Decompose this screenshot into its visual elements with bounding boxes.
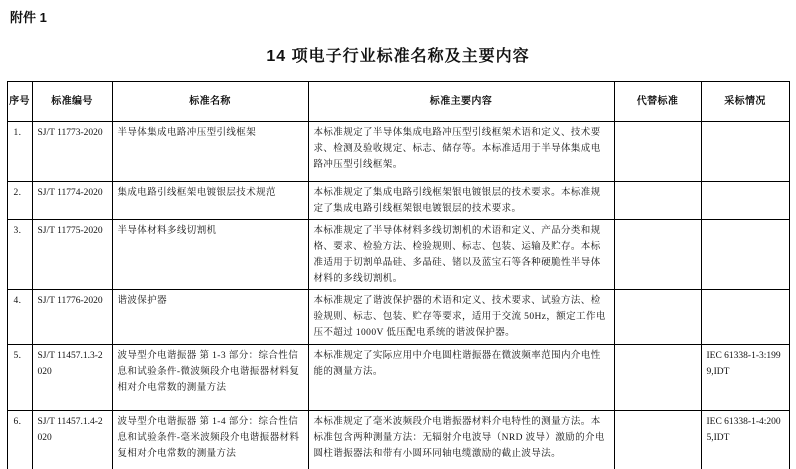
code-cell: SJ/T 11457.1.3-2020 bbox=[32, 345, 112, 411]
code-cell: SJ/T 11776-2020 bbox=[32, 290, 112, 345]
code-cell: SJ/T 11775-2020 bbox=[32, 220, 112, 290]
col-header-content: 标准主要内容 bbox=[308, 82, 614, 122]
replaced-cell bbox=[614, 122, 701, 182]
col-header-name: 标准名称 bbox=[112, 82, 308, 122]
col-header-seq: 序号 bbox=[7, 82, 32, 122]
content-cell: 本标准规定了半导体材料多线切割机的术语和定义、产品分类和规格、要求、检验方法、检验规则、标志、包装、运输及贮存。本标准适用于切割单晶硅、多晶硅、锗以及蓝宝石等各种硬脆性半导体材料的多线切割机。 bbox=[308, 220, 614, 290]
replaced-cell bbox=[614, 411, 701, 469]
table-row bbox=[7, 290, 789, 345]
seq-cell: 6. bbox=[7, 411, 32, 469]
content-cell: 本标准规定了集成电路引线框架银电镀银层的技术要求。本标准规定了集成电路引线框架银电镀银层的技术要求。 bbox=[308, 182, 614, 220]
replaced-cell bbox=[614, 290, 701, 345]
table-row bbox=[7, 411, 789, 469]
seq-cell: 2. bbox=[7, 182, 32, 220]
code-cell: SJ/T 11457.1.4-2020 bbox=[32, 411, 112, 469]
table-row bbox=[7, 182, 789, 220]
table-header-row bbox=[7, 82, 789, 122]
table-row bbox=[7, 122, 789, 182]
content-cell: 本标准规定了实际应用中介电圆柱谐振器在微波频率范围内介电性能的测量方法。 bbox=[308, 345, 614, 411]
replaced-cell bbox=[614, 182, 701, 220]
seq-cell: 4. bbox=[7, 290, 32, 345]
content-cell: 本标准规定了半导体集成电路冲压型引线框架术语和定义、技术要求、检测及验收规定、标志、储存等。本标准适用于半导体集成电路冲压型引线框架。 bbox=[308, 122, 614, 182]
col-header-adoption: 采标情况 bbox=[701, 82, 789, 122]
table-row bbox=[7, 220, 789, 290]
code-cell: SJ/T 11774-2020 bbox=[32, 182, 112, 220]
col-header-replaced: 代替标准 bbox=[614, 82, 701, 122]
name-cell: 波导型介电谐振器 第 1-3 部分：综合性信息和试验条件-微波频段介电谐振器材料复相对介电常数的测量方法 bbox=[112, 345, 308, 411]
name-cell: 半导体集成电路冲压型引线框架 bbox=[112, 122, 308, 182]
adoption-cell: IEC 61338-1-3:1999,IDT bbox=[701, 345, 789, 411]
code-cell: SJ/T 11773-2020 bbox=[32, 122, 112, 182]
name-cell: 波导型介电谐振器 第 1-4 部分：综合性信息和试验条件-毫米波频段介电谐振器材料复相对介电常数的测量方法 bbox=[112, 411, 308, 469]
adoption-cell bbox=[701, 182, 789, 220]
page-title: 14 项电子行业标准名称及主要内容 bbox=[266, 48, 530, 65]
adoption-cell bbox=[701, 220, 789, 290]
adoption-cell bbox=[701, 122, 789, 182]
content-cell: 本标准规定了谐波保护器的术语和定义、技术要求、试验方法、检验规则、标志、包装、贮存等要求，适用于交流 50Hz，额定工作电压不超过 1000V 低压配电系统的谐波保护器。 bbox=[308, 290, 614, 345]
col-header-code: 标准编号 bbox=[32, 82, 112, 122]
seq-cell: 1. bbox=[7, 122, 32, 182]
name-cell: 半导体材料多线切割机 bbox=[112, 220, 308, 290]
adoption-cell bbox=[701, 290, 789, 345]
attachment-label: 附件 1 bbox=[10, 10, 47, 25]
standards-table bbox=[7, 81, 790, 469]
seq-cell: 5. bbox=[7, 345, 32, 411]
table-row bbox=[7, 345, 789, 411]
replaced-cell bbox=[614, 345, 701, 411]
name-cell: 谐波保护器 bbox=[112, 290, 308, 345]
seq-cell: 3. bbox=[7, 220, 32, 290]
name-cell: 集成电路引线框架电镀银层技术规范 bbox=[112, 182, 308, 220]
content-cell: 本标准规定了毫米波频段介电谐振器材料介电特性的测量方法。本标准包含两种测量方法：无辐射介电波导（NRD 波导）激励的介电圆柱谐振器法和带有小圆环同轴电缆激励的截止波导法。 bbox=[308, 411, 614, 469]
adoption-cell: IEC 61338-1-4:2005,IDT bbox=[701, 411, 789, 469]
replaced-cell bbox=[614, 220, 701, 290]
